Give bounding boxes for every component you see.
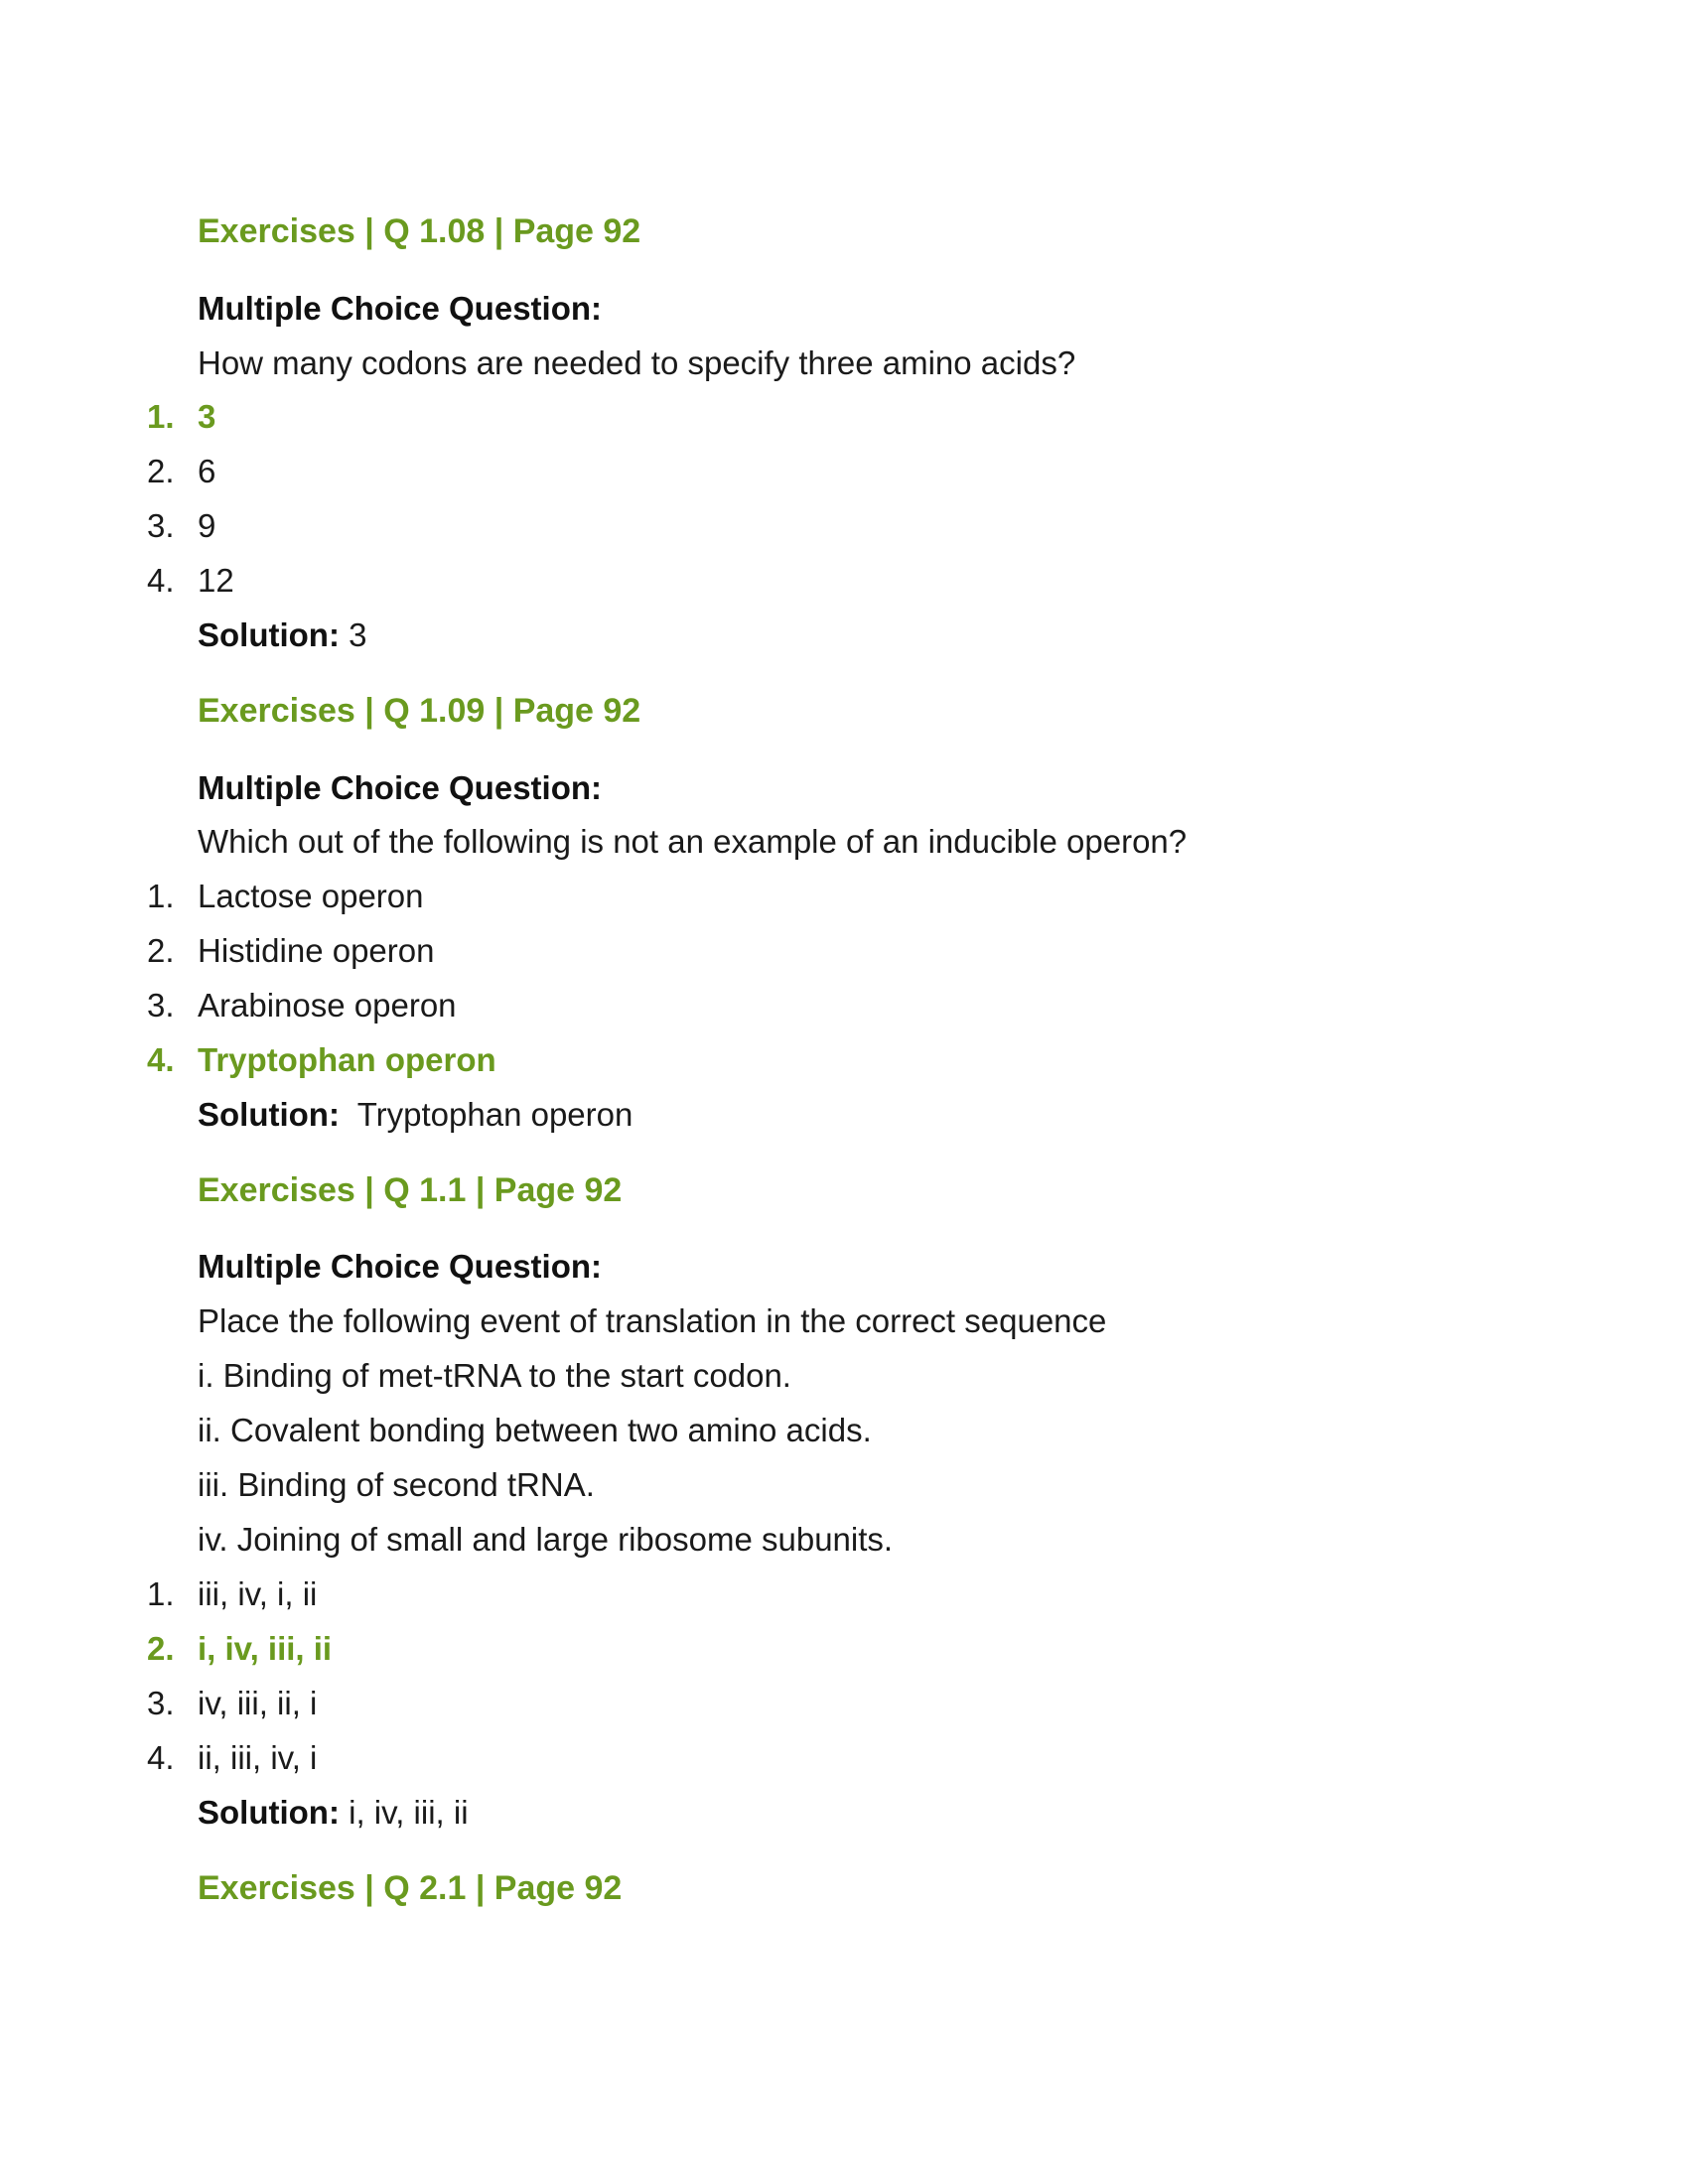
option-text: Histidine operon (198, 932, 435, 969)
statement: ii. Covalent bonding between two amino acids. (198, 1412, 872, 1448)
solution (198, 1095, 633, 1135)
question-type-label: Multiple Choice Question: (198, 769, 603, 806)
option-number: 1. (147, 1575, 175, 1612)
solution-text: Tryptophan operon (356, 1096, 633, 1133)
option-text: Arabinose operon (198, 987, 457, 1024)
solution-text: i, iv, iii, ii (349, 1794, 469, 1831)
option (147, 506, 215, 546)
option (147, 1738, 317, 1778)
option-correct (147, 1040, 496, 1080)
option-text: iii, iv, i, ii (198, 1575, 318, 1612)
option-text: 12 (198, 562, 234, 599)
solution-label: Solution: (198, 1096, 340, 1133)
question-text: How many codons are needed to specify three amino acids? (198, 344, 1076, 381)
option-text: ii, iii, iv, i (198, 1739, 318, 1776)
option-text: i, iv, iii, ii (198, 1630, 333, 1667)
question-type-label: Multiple Choice Question: (198, 1248, 603, 1285)
option-number: 2. (147, 453, 175, 489)
option-correct (147, 1629, 332, 1669)
solution-label: Solution: (198, 616, 340, 653)
solution (198, 615, 367, 655)
question-text: Place the following event of translation in the correct sequence (198, 1302, 1107, 1339)
option-number: 4. (147, 1739, 175, 1776)
option (147, 1574, 317, 1614)
option-number: 4. (147, 1041, 175, 1078)
statement: iii. Binding of second tRNA. (198, 1466, 595, 1503)
exercise-heading: Exercises | Q 1.1 | Page 92 (198, 1171, 623, 1209)
option-number: 2. (147, 1630, 175, 1667)
option-text: Lactose operon (198, 878, 424, 914)
option-text: 3 (198, 398, 216, 435)
option-number: 2. (147, 932, 175, 969)
statement: i. Binding of met-tRNA to the start codon. (198, 1357, 791, 1394)
option (147, 452, 215, 491)
solution-text: 3 (349, 616, 367, 653)
option-number: 4. (147, 562, 175, 599)
option (147, 986, 457, 1025)
option (147, 1684, 317, 1723)
solution-label: Solution: (198, 1794, 340, 1831)
option (147, 931, 434, 971)
question-type-label: Multiple Choice Question: (198, 290, 603, 327)
option-text: iv, iii, ii, i (198, 1685, 318, 1721)
option (147, 877, 424, 916)
option-number: 3. (147, 507, 175, 544)
option-number: 1. (147, 398, 175, 435)
statement: iv. Joining of small and large ribosome subunits. (198, 1521, 894, 1558)
solution (198, 1793, 469, 1833)
option-number: 1. (147, 878, 175, 914)
option-number: 3. (147, 987, 175, 1024)
option (147, 561, 234, 601)
option-text: 9 (198, 507, 216, 544)
option-text: Tryptophan operon (198, 1041, 496, 1078)
exercise-heading: Exercises | Q 1.08 | Page 92 (198, 212, 641, 250)
option-number: 3. (147, 1685, 175, 1721)
exercise-heading: Exercises | Q 1.09 | Page 92 (198, 692, 641, 730)
option-text: 6 (198, 453, 216, 489)
exercise-heading: Exercises | Q 2.1 | Page 92 (198, 1869, 623, 1907)
option-correct (147, 397, 215, 437)
question-text: Which out of the following is not an example of an inducible operon? (198, 823, 1188, 860)
